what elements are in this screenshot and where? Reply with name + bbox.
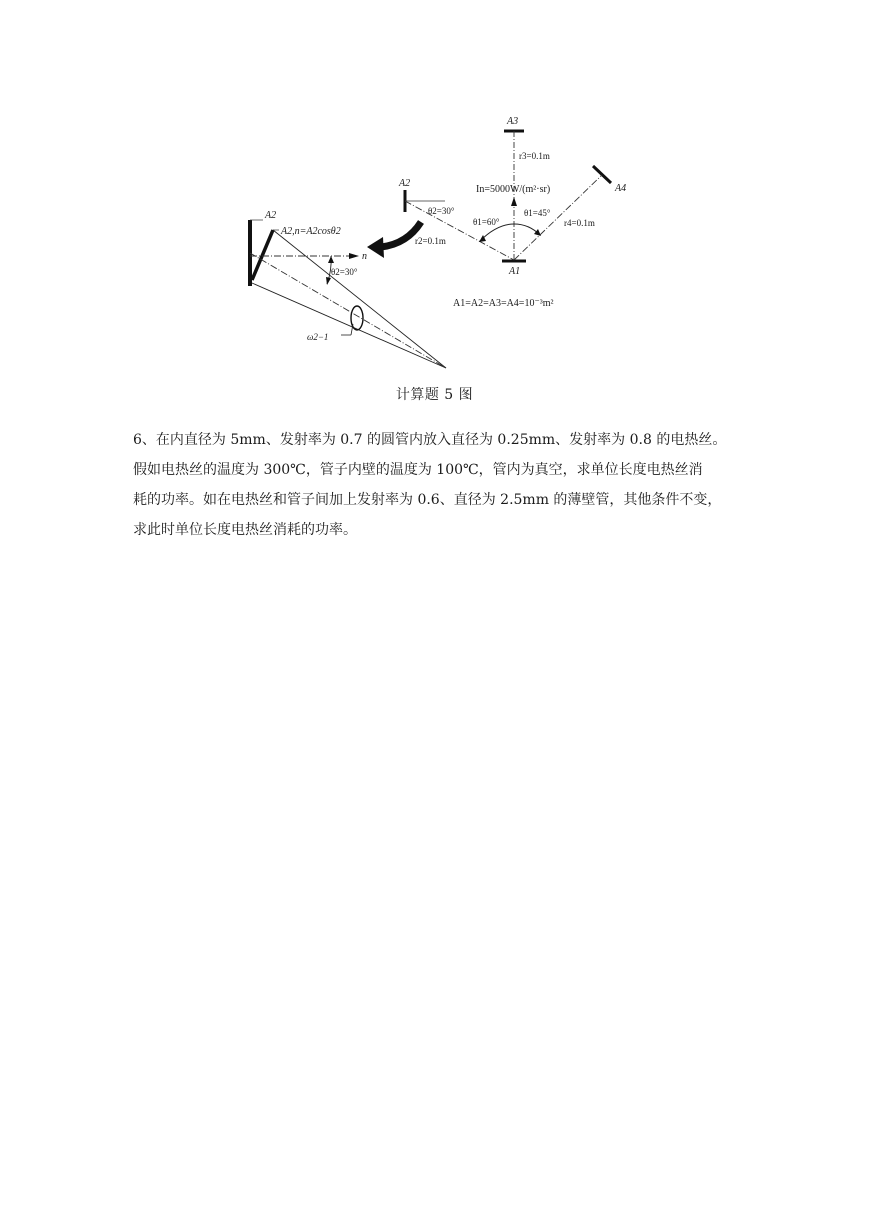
zoom-arrowhead [367,237,384,258]
detail-cone-top [273,230,446,368]
label-a2-top: A2 [399,178,411,189]
label-theta1-60: θ1=60° [473,217,500,227]
label-r3: r3=0.1m [519,151,550,161]
normal-arrowhead [511,197,517,206]
problem-line: 求此时单位长度电热丝消耗的功率。 [133,522,357,538]
label-a2-detail: A2 [265,210,277,221]
detail-normal-arrowhead [349,253,359,259]
detail-projected-a2n [252,230,273,280]
problem-line: 耗的功率。如在电热丝和管子间加上发射率为 0.6、直径为 2.5mm 的薄壁管，其他条件不变， [133,492,722,508]
label-r2: r2=0.1m [415,236,446,246]
label-a3: A3 [507,116,519,127]
r2-line [405,201,514,260]
label-omega: ω2−1 [307,332,329,342]
figure-caption: 计算题 5 图 [395,387,474,403]
label-n: n [362,251,367,262]
label-theta2-top: θ2=30° [428,206,455,216]
label-theta1-45: θ1=45° [524,208,551,218]
label-a1: A1 [509,266,521,277]
detail-arc-arrowhead-top [328,256,334,263]
problem-6 [133,425,753,545]
detail-cone-bottom [252,283,446,368]
problem-line: 6、在内直径为 5mm、发射率为 0.7 的圆管内放入直径为 0.25mm、发射率为 0.8 的电热丝。 [133,432,727,448]
surface-a4 [593,166,611,183]
label-a2n: A2,n=A2cosθ2 [281,226,341,237]
problem-line: 假如电热丝的温度为 300℃，管子内壁的温度为 100℃，管内为真空，求单位长度电热丝消 [133,462,703,478]
label-a4: A4 [615,183,627,194]
label-r4: r4=0.1m [564,218,595,228]
radiation-figure [235,110,635,380]
arc-arrowhead-right [534,229,541,236]
label-in: In=5000W/(m²·sr) [476,184,551,195]
label-theta2-detail: θ2=30° [331,267,358,277]
label-areas: A1=A2=A3=A4=10⁻³m² [453,298,554,309]
